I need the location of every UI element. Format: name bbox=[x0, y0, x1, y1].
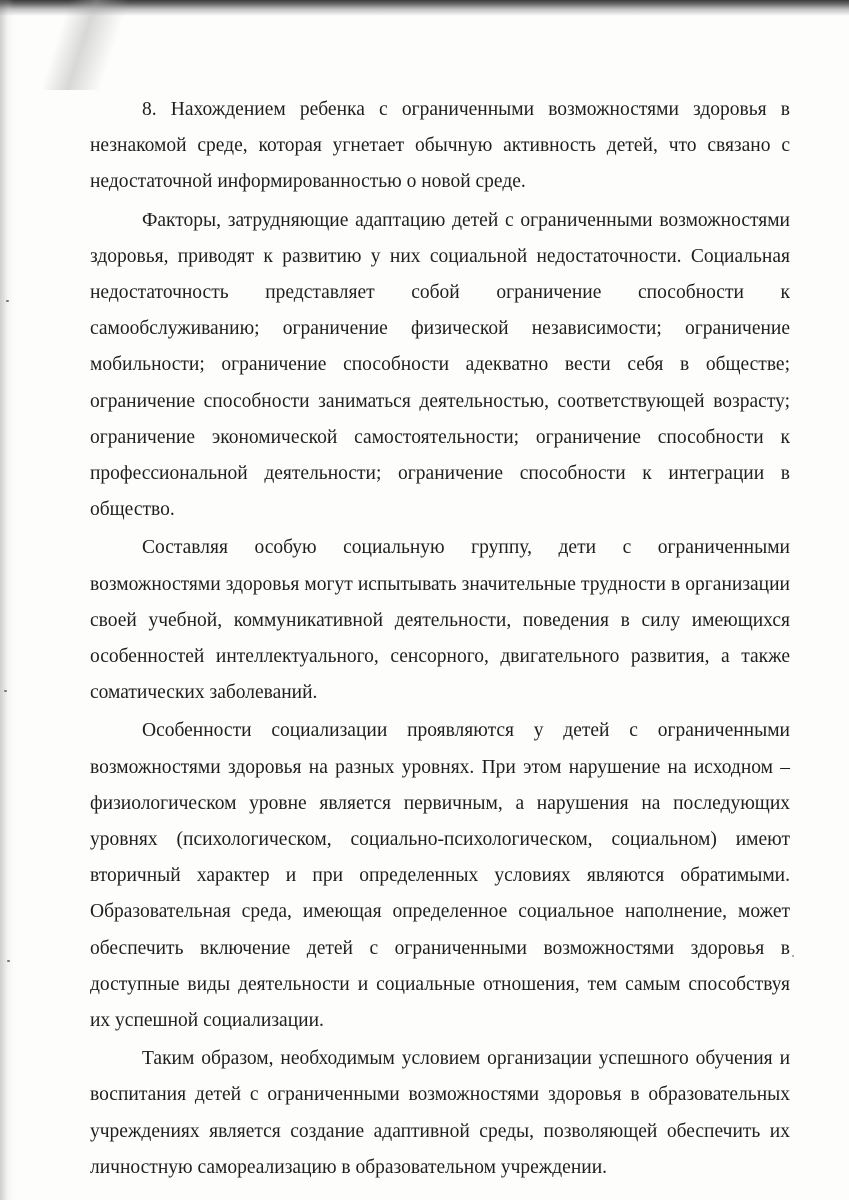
paragraph-conclusion: Таким образом, необходимым условием организации успешного обучения и воспитания детей с ограниченными возможностями здоровья в образовательных учреждениях является создание адаптивной среды, позволяющей обеспечить их личностную самореализацию в образовательном учреждении. bbox=[90, 1048, 790, 1178]
scan-speck bbox=[6, 300, 9, 302]
document-body bbox=[90, 92, 790, 1186]
scan-speck bbox=[4, 690, 7, 692]
scan-left-edge bbox=[0, 0, 14, 1200]
scan-speck bbox=[7, 960, 10, 962]
paragraph-item-8: 8. Нахождением ребенка с ограниченными возможностями здоровья в незнакомой среде, которая угнетает обычную активность детей, что связано с недостаточной информированностью о новой среде. bbox=[90, 99, 790, 193]
paragraph-socialization-levels: Особенности социализации проявляются у детей с ограниченными возможностями здоровья на разных уровнях. При этом нарушение на исходном – физиологическом уровне является первичным, а нарушения на последующих уровнях (психологическом, социально-психологическом, социальном) имеют вторичный характер и при определенных условиях являются обратимыми. Образовательная среда, имеющая определенное социальное наполнение, может обеспечить включение детей с ограниченными возможностями здоровья в доступные виды деятельности и социальные отношения, тем самым способствуя их успешной социализации. bbox=[90, 720, 790, 1032]
paragraph-social-insufficiency: Факторы, затрудняющие адаптацию детей с ограниченными возможностями здоровья, приводят к развитию у них социальной недостаточности. Социальная недостаточность представляет собой ограничение способности к самообслуживанию; ограничение физической независимости; ограничение мобильности; ограничение способности адекватно вести себя в обществе; ограничение способности заниматься деятельностью, соответствующей возрасту; ограничение экономической самостоятельности; ограничение способности к профессиональной деятельности; ограничение способности к интеграции в общество. bbox=[90, 209, 790, 521]
scan-speck bbox=[792, 955, 794, 957]
paragraph-social-group: Составляя особую социальную группу, дети с ограниченными возможностями здоровья могут испытывать значительные трудности в организации своей учебной, коммуникативной деятельности, поведения в силу имеющихся особенностей интеллектуального, сенсорного, двигательного развития, а также соматических заболеваний. bbox=[90, 537, 790, 704]
